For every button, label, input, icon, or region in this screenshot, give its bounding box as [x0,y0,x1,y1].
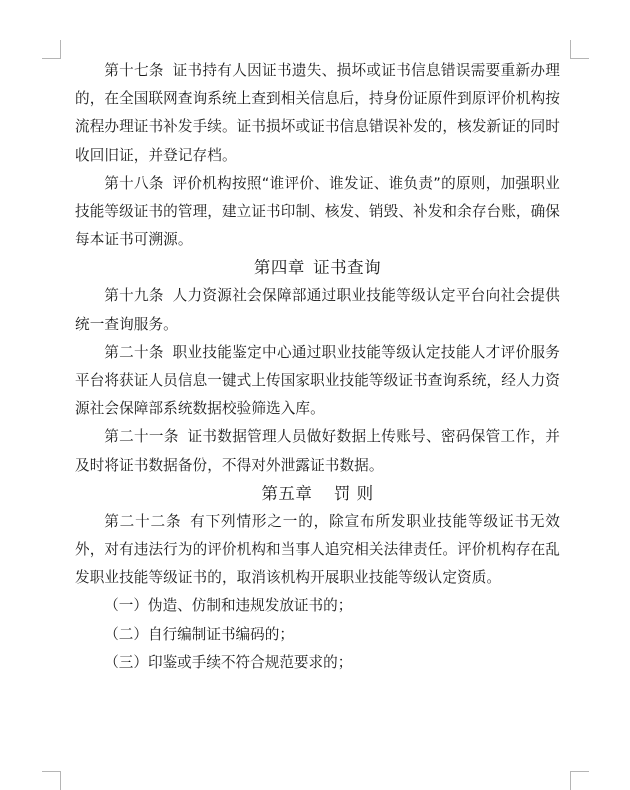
article-number: 第二十条 [104,343,164,361]
chapter-title: 罚 则 [333,483,374,503]
chapter-number: 第五章 [261,483,313,503]
article-text: 职业技能鉴定中心通过职业技能等级认定技能人才评价服务平台将获证人员信息一键式上传国家职业技能等级证书查询系统，经人力资源社会保障部系统数据校验筛选入库。 [75,343,560,418]
crop-mark-top-left [42,40,61,59]
article-paragraph [75,423,560,479]
document-body [75,57,560,677]
article-number: 第二十二条 [104,512,182,530]
article-text: 证书持有人因证书遗失、损坏或证书信息错误需要重新办理的，在全国联网查询系统上查到相关信息后，持身份证原件到原评价机构按流程办理证书补发手续。证书损坏或证书信息错误补发的，核发新证的同时收回旧证，并登记存档。 [75,62,560,164]
article-number: 第十八条 [104,174,164,192]
article-paragraph [75,57,560,170]
article-paragraph [75,508,560,593]
article-number: 第十九条 [104,287,164,305]
article-paragraph [75,282,560,338]
list-item: （二）自行编制证书编码的； [104,625,294,643]
article-paragraph [75,170,560,255]
article-text: 评价机构按照“谁评价、谁发证、谁负责”的原则，加强职业技能等级证书的管理，建立证书印制、核发、销毁、补发和余存台账，确保每本证书可溯源。 [75,174,560,249]
list-item: （一）伪造、仿制和违规发放证书的； [104,597,353,615]
chapter-heading [75,480,560,508]
article-number: 第二十一条 [104,428,179,446]
chapter-title: 证书查询 [313,258,382,278]
article-text: 人力资源社会保障部通过职业技能等级认定平台向社会提供统一查询服务。 [75,287,560,333]
list-item: （三）印鉴或手续不符合规范要求的； [104,653,353,671]
crop-mark-bottom-left [42,771,61,790]
article-paragraph [75,339,560,424]
article-number: 第十七条 [104,62,164,79]
crop-mark-top-right [570,40,589,59]
chapter-number: 第四章 [253,258,305,278]
article-text: 证书数据管理人员做好数据上传账号、密码保管工作，并及时将证书数据备份，不得对外泄露证书数据。 [75,428,560,474]
crop-mark-bottom-right [570,771,589,790]
chapter-heading [75,254,560,282]
article-text: 有下列情形之一的，除宣布所发职业技能等级证书无效外，对有违法行为的评价机构和当事人追究相关法律责任。评价机构存在乱发职业技能等级证书的，取消该机构开展职业技能等级认定资质。 [75,512,560,587]
